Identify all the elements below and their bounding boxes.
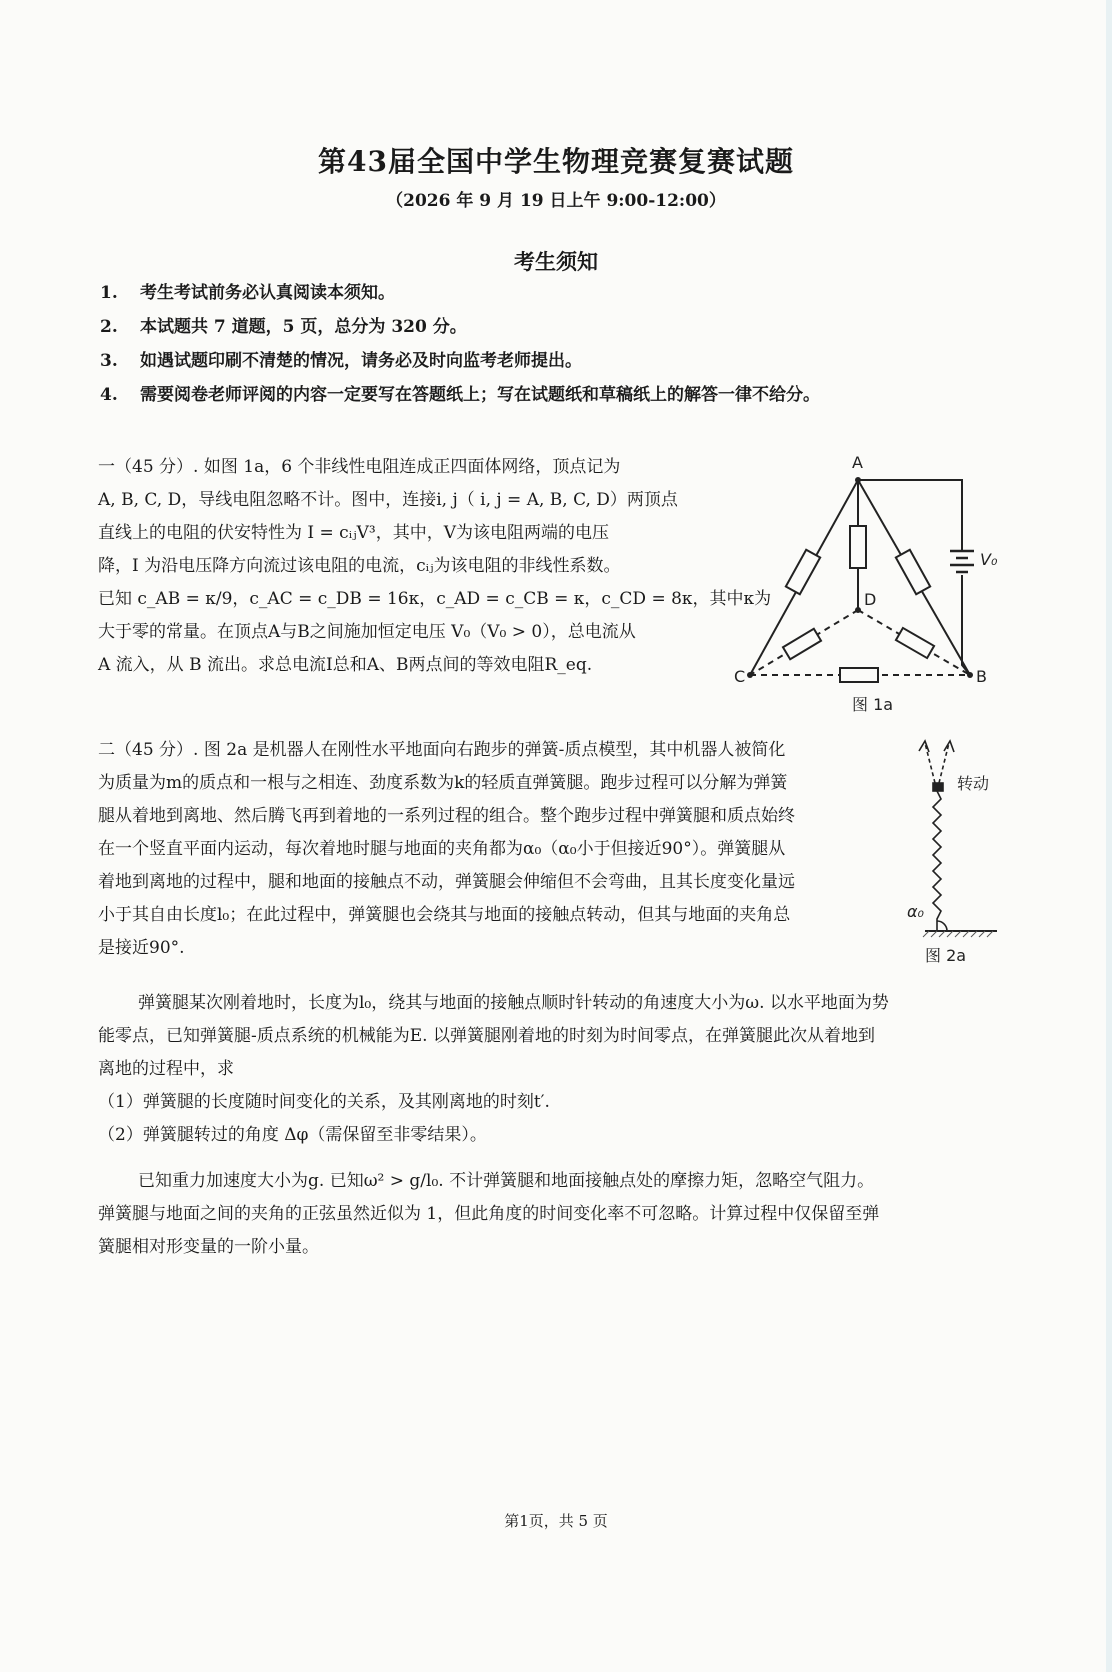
notice-item-text: 考生考试前务必认真阅读本须知。 <box>140 283 395 303</box>
q2-line: 二（45 分）. 图 2a 是机器人在刚性水平地面向右跑步的弹簧-质点模型，其中机器人被简化 <box>98 740 786 760</box>
notice-item <box>100 312 1000 337</box>
notice-item-number: 2. <box>100 317 118 337</box>
exam-date: （2026 年 9 月 19 日上午 9:00-12:00） <box>386 191 726 211</box>
notice-item-text: 需要阅卷老师评阅的内容一定要写在答题纸上；写在试题纸和草稿纸上的解答一律不给分。 <box>140 385 820 405</box>
notice-item <box>100 380 1000 405</box>
vertex-label-d: D <box>864 590 877 609</box>
notice-item-text: 本试题共 7 道题，5 页，总分为 320 分。 <box>140 317 467 337</box>
q1-line: 降，I 为沿电压降方向流过该电阻的电流，cᵢⱼ为该电阻的非线性系数。 <box>98 556 621 576</box>
notice-item <box>100 346 1000 371</box>
q2-paragraph-line: 能零点，已知弹簧腿-质点系统的机械能为E. 以弹簧腿刚着地的时刻为时间零点，在弹簧腿此次从着地到 <box>98 1026 875 1046</box>
notice-item-text: 如遇试题印刷不清楚的情况，请务必及时向监考老师提出。 <box>140 351 582 371</box>
q2-line: 在一个竖直平面内运动，每次着地时腿与地面的夹角都为α₀（α₀小于但接近90°）。弹簧腿从 <box>98 839 786 859</box>
figure-1a-caption: 图 1a <box>852 695 894 714</box>
q2-conditions-line: 已知重力加速度大小为g. 已知ω² > g/l₀. 不计弹簧腿和地面接触点处的摩擦力矩，忽略空气阻力。 <box>138 1171 875 1191</box>
q2-line: 为质量为m的质点和一根与之相连、劲度系数为k的轻质直弹簧腿。跑步过程可以分解为弹簧 <box>98 773 788 793</box>
notice-item-number: 4. <box>100 385 118 405</box>
notice-heading: 考生须知 <box>514 249 598 274</box>
vertex-label-b: B <box>976 667 987 686</box>
figure-2a-caption: 图 2a <box>925 946 967 965</box>
q2-paragraph-line: 弹簧腿某次刚着地时，长度为l₀，绕其与地面的接触点顺时针转动的角速度大小为ω. 以水平地面为势 <box>138 993 889 1013</box>
q2-paragraph-line: 离地的过程中，求 <box>98 1059 234 1079</box>
figure-1a-tetrahedron <box>734 450 1030 725</box>
q2-subquestion-1: （1）弹簧腿的长度随时间变化的关系，及其刚离地的时刻t′. <box>98 1092 550 1112</box>
figure-2a-spring-leg <box>905 735 1005 965</box>
angle-label: α₀ <box>907 902 924 921</box>
q2-conditions-line: 弹簧腿与地面之间的夹角的正弦虽然近似为 1，但此角度的时间变化率不可忽略。计算过程中仅保留至弹 <box>98 1204 880 1224</box>
notice-item <box>100 278 1000 303</box>
q1-line: 直线上的电阻的伏安特性为 I = cᵢⱼV³，其中，V为该电阻两端的电压 <box>98 523 609 543</box>
vertex-label-c: C <box>734 667 746 686</box>
q1-line: A, B, C, D，导线电阻忽略不计。图中，连接i, j（ i, j = A, B, C, D）两顶点 <box>98 490 678 510</box>
notice-item-number: 1. <box>100 283 118 303</box>
q2-conditions-line: 簧腿相对形变量的一阶小量。 <box>98 1237 319 1257</box>
q2-subquestion-2: （2）弹簧腿转过的角度 Δφ（需保留至非零结果）。 <box>98 1125 487 1145</box>
q1-line: 一（45 分）. 如图 1a，6 个非线性电阻连成正四面体网络，顶点记为 <box>98 457 621 477</box>
q2-line: 腿从着地到离地、然后腾飞再到着地的一系列过程的组合。整个跑步过程中弹簧腿和质点始终 <box>98 806 795 826</box>
page-title: 第43届全国中学生物理竞赛复赛试题 <box>318 145 794 178</box>
q1-line: 大于零的常量。在顶点A与B之间施加恒定电压 V₀（V₀ > 0），总电流从 <box>98 622 636 642</box>
page-footer: 第1页，共 5 页 <box>504 1512 608 1530</box>
q2-line: 是接近90°. <box>98 938 185 958</box>
rotate-label: 转动 <box>957 774 990 793</box>
q1-line: 已知 c_AB = κ/9，c_AC = c_DB = 16κ，c_AD = c_CB = κ，c_CD = 8κ，其中κ为 <box>98 589 772 609</box>
q1-line: A 流入，从 B 流出。求总电流I总和A、B两点间的等效电阻R_eq. <box>98 655 593 675</box>
voltage-label: V₀ <box>980 550 998 569</box>
q2-line: 着地到离地的过程中，腿和地面的接触点不动，弹簧腿会伸缩但不会弯曲，且其长度变化量远 <box>98 872 795 892</box>
vertex-label-a: A <box>852 453 863 472</box>
notice-item-number: 3. <box>100 351 118 371</box>
q2-line: 小于其自由长度l₀；在此过程中，弹簧腿也会绕其与地面的接触点转动，但其与地面的夹角总 <box>98 905 791 925</box>
